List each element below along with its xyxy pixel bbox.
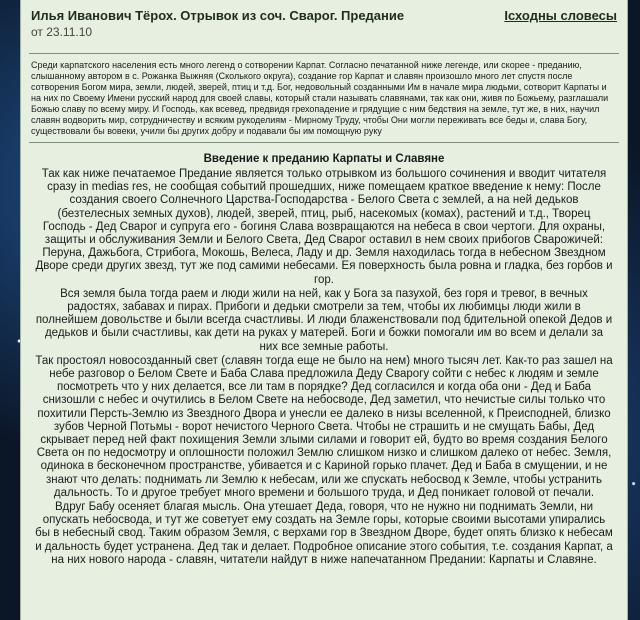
article-body — [21, 168, 627, 567]
article-header — [21, 0, 627, 39]
content-panel — [20, 0, 628, 620]
section-title: Введение к преданию Карпаты и Славяне — [203, 153, 445, 165]
paragraph-1: Так как ниже печатаемое Предание является только отрывком из большого сочинения и вводит читателя сразу in medias res, не сообщая событий прошедших, ниже помещаем краткое введение к нему: После создания своего Солнечного Царства-Господарства - Белого Света с землей, а на ней дедьков (безтелесных земных духов), людей, зверей, птиц, рыб, насекомых (комах), растений и т.д., Творец Господь - Дед Сварог и супруга его - богиня Слава возвращаются на небеса в свои чертоги. Для охраны, защиты и обслуживания Земли и Белого Света, Дед Сварог оставил в нем своих прибогов Сварожичей: Перуна, Дажьбога, Стрибога, Мокошь, Велеса, Ладу и др. Земля находилась тогда в небесном Звездном Дворе среди других звезд, тут же под самими небесами. Ея поверхность была ровна и гладка, без горбов и гор. — [35, 168, 613, 286]
article-title: Илья Иванович Тёрох. Отрывок из соч. Сварог. Предание — [31, 8, 405, 23]
intro-text: Среди карпатского населения есть много легенд о сотворении Карпат. Согласно печатанной ниже легенде, или скорее - преданию, слышанному автором в с. Рожанка Выжняя (Сколького округа), создание гор Карпат и славян произошло много лет спустя после сотворения Богом мира, земли, людей, зверей, птиц и т.д. Бог, недовольный созданными Им в начале мира людьми, сотворит Карпаты и на них по Своему Имени русский народ для своей славы, который стали называть славянами, так как они, живя по Божьему, разглашали Божью славу по всему миру. И Господь, как всевед, предвидя грехопадение и грядущие с ним бедствия на земле, тут же, в них, научил славян водворить мир, сотрудничеству и всяким рукоделиям - Мирному Труду, чтобы Они могли переживать все беды и, слава Богу, существовали бы вовеки, учили бы других добру и подавали бы им помощную руку — [31, 60, 609, 136]
paragraph-4: Вдруг Бабу осеняет благая мысль. Она утешает Деда, говоря, что не нужно ни поднимать Земли, ни опускать небосвода, и тут же советует ему создать на Земле горы, которые своими высотами упирались бы в небесный свод. Таким образом Земля, с верхами гор в Звездном Дворе, будет опять близко к небесам и дальность будет устранена. Дед так и делает. Подробное описание этого события, т.е. создания Карпат, а на них нового народа - славян, читатели найдут в ниже напечатанном Предании: Карпаты и Славяне. — [35, 501, 613, 566]
intro-box — [29, 53, 619, 143]
source-link[interactable]: Ісходны словесы — [504, 8, 617, 23]
paragraph-2: Вся земля была тогда раем и люди жили на ней, как у Бога за пазухой, без горя и тревог, в вечных радостях, забавах и пирах. Прибоги и дедьки смотрели за тем, чтобы их любимцы люди жили в полнейшем довольстве и были всегда счастливы. И люди блаженствовали под бдительной опекой Дедов и дедьков и были счастливы, как дети на руках у матерей. Боги и божки помогали им во всем и делали за них все земные работы. — [35, 287, 613, 353]
article-date: от 23.11.10 — [31, 25, 93, 39]
paragraph-3: Так простоял новосозданный свет (славян тогда еще не было на нем) много тысяч лет. Как-то раз зашел на небе разговор о Белом Свете и Баба Слава предложила Деду Сварогу сойти с небес к людям и земле посмотреть что у них делается, все ли там в порядке? Дед согласился и когда оба они - Дед и Баба снизошли с небес и очутились в Белом Свете на небосводе, Дед заметил, что нечистые силы только что похитили Персть-Землю из Звездного Двора и унесли ее далеко в низы вселенной, к Преисподней, близко зубов Черной Потьмы - ворот нечистого Черного Света. Чтобы не страшить и не смущать Бабы, Дед скрывает перед ней факт похищения Земли злыми силами и говорит ей, будто во время создания Белого Света он по недосмотру и оплошности положил Землю слишком низко и слишком далеко от небес. Земля, одинока в бесконечном пространстве, убивается и с Кариной горько плачет. Дед и Баба в смущении, и не знают что делать: поднимать ли Землю к небесам, или же спускать небосвод к Земле, чтобы устранить дальность. То и другое требует много времени и большого труда, и Дед поникает головой от печали. — [35, 354, 613, 499]
